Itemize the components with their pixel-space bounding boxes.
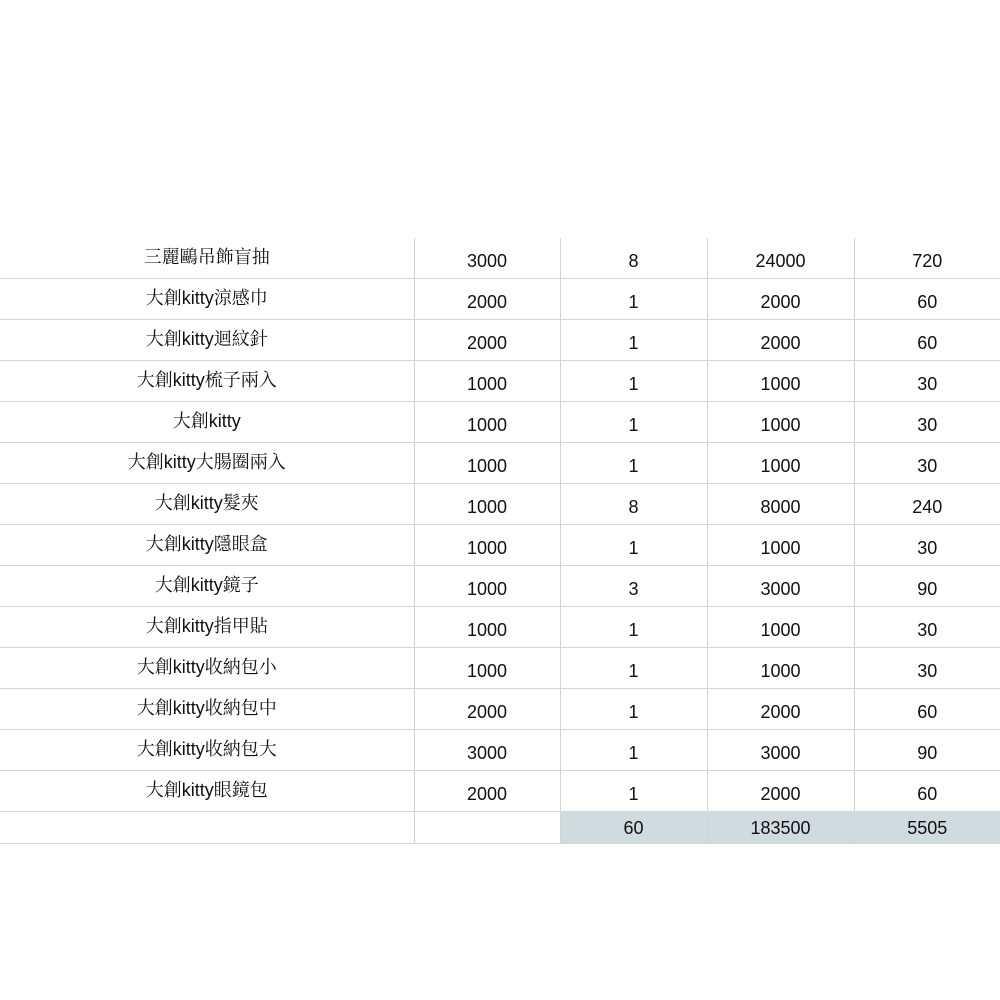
unit-price-cell[interactable]: 2000: [414, 279, 560, 320]
unit-price-cell[interactable]: 2000: [414, 689, 560, 730]
fee-cell[interactable]: 30: [854, 443, 1000, 484]
fee-cell[interactable]: 30: [854, 361, 1000, 402]
quantity-cell[interactable]: 1: [560, 648, 707, 689]
quantity-cell[interactable]: 1: [560, 279, 707, 320]
item-name-cell[interactable]: 大創kitty收納包大: [0, 730, 414, 771]
unit-price-cell[interactable]: 1000: [414, 484, 560, 525]
subtotal-cell[interactable]: 2000: [707, 689, 854, 730]
quantity-cell[interactable]: 1: [560, 689, 707, 730]
spreadsheet-table: [0, 238, 1000, 844]
item-name-cell[interactable]: 大創kitty: [0, 402, 414, 443]
subtotal-cell[interactable]: 1000: [707, 525, 854, 566]
unit-price-cell[interactable]: 1000: [414, 525, 560, 566]
table-row: [0, 443, 1000, 484]
item-name-cell[interactable]: 大創kitty指甲貼: [0, 607, 414, 648]
subtotal-cell[interactable]: 8000: [707, 484, 854, 525]
unit-price-cell[interactable]: 2000: [414, 320, 560, 361]
table-row: [0, 361, 1000, 402]
table-row: [0, 648, 1000, 689]
subtotal-cell[interactable]: 2000: [707, 279, 854, 320]
unit-price-cell[interactable]: 1000: [414, 361, 560, 402]
fee-cell[interactable]: 720: [854, 238, 1000, 279]
fee-cell[interactable]: 60: [854, 320, 1000, 361]
fee-cell[interactable]: 30: [854, 648, 1000, 689]
quantity-cell[interactable]: 1: [560, 402, 707, 443]
subtotal-cell[interactable]: 1000: [707, 402, 854, 443]
fee-cell[interactable]: 30: [854, 607, 1000, 648]
unit-price-cell[interactable]: 1000: [414, 566, 560, 607]
fee-cell[interactable]: 60: [854, 771, 1000, 812]
subtotal-cell[interactable]: 24000: [707, 238, 854, 279]
unit-price-cell[interactable]: 3000: [414, 238, 560, 279]
fee-cell[interactable]: 90: [854, 566, 1000, 607]
item-name-cell[interactable]: 大創kitty收納包小: [0, 648, 414, 689]
fee-cell[interactable]: 60: [854, 279, 1000, 320]
table-row: [0, 238, 1000, 279]
unit-price-cell[interactable]: 1000: [414, 648, 560, 689]
fee-cell[interactable]: 90: [854, 730, 1000, 771]
subtotal-cell[interactable]: 3000: [707, 566, 854, 607]
subtotal-cell[interactable]: 1000: [707, 361, 854, 402]
unit-price-cell[interactable]: 2000: [414, 771, 560, 812]
item-name-cell[interactable]: 三麗鷗吊飾盲抽: [0, 238, 414, 279]
table-row: [0, 566, 1000, 607]
item-name-cell[interactable]: 大創kitty隱眼盒: [0, 525, 414, 566]
total-subtotal-cell[interactable]: 183500: [707, 812, 854, 844]
item-name-cell[interactable]: 大創kitty髮夾: [0, 484, 414, 525]
unit-price-cell[interactable]: 1000: [414, 443, 560, 484]
table-row: [0, 484, 1000, 525]
subtotal-cell[interactable]: 2000: [707, 320, 854, 361]
subtotal-cell[interactable]: 1000: [707, 443, 854, 484]
item-name-cell[interactable]: 大創kitty迴紋針: [0, 320, 414, 361]
unit-price-cell[interactable]: 1000: [414, 402, 560, 443]
item-name-cell[interactable]: 大創kitty眼鏡包: [0, 771, 414, 812]
quantity-cell[interactable]: 1: [560, 443, 707, 484]
table-row: [0, 689, 1000, 730]
table-row: [0, 525, 1000, 566]
quantity-cell[interactable]: 8: [560, 484, 707, 525]
table-row: [0, 320, 1000, 361]
table-row: [0, 279, 1000, 320]
total-fee-cell[interactable]: 5505: [854, 812, 1000, 844]
fee-cell[interactable]: 240: [854, 484, 1000, 525]
quantity-cell[interactable]: 8: [560, 238, 707, 279]
quantity-cell[interactable]: 3: [560, 566, 707, 607]
quantity-cell[interactable]: 1: [560, 525, 707, 566]
quantity-cell[interactable]: 1: [560, 730, 707, 771]
quantity-cell[interactable]: 1: [560, 771, 707, 812]
fee-cell[interactable]: 30: [854, 402, 1000, 443]
item-name-cell[interactable]: 大創kitty梳子兩入: [0, 361, 414, 402]
subtotal-cell[interactable]: 1000: [707, 607, 854, 648]
item-name-cell[interactable]: 大創kitty涼感巾: [0, 279, 414, 320]
unit-price-cell[interactable]: 1000: [414, 607, 560, 648]
table-row: [0, 771, 1000, 812]
item-name-cell[interactable]: 大創kitty鏡子: [0, 566, 414, 607]
total-quantity-cell[interactable]: 60: [560, 812, 707, 844]
table-row: [0, 730, 1000, 771]
subtotal-cell[interactable]: 3000: [707, 730, 854, 771]
table-row: [0, 402, 1000, 443]
subtotal-cell[interactable]: 1000: [707, 648, 854, 689]
fee-cell[interactable]: 30: [854, 525, 1000, 566]
item-name-cell[interactable]: 大創kitty收納包中: [0, 689, 414, 730]
spreadsheet-body: [0, 238, 1000, 844]
unit-price-cell[interactable]: 3000: [414, 730, 560, 771]
empty-price-cell[interactable]: [414, 812, 560, 844]
item-name-cell[interactable]: 大創kitty大腸圈兩入: [0, 443, 414, 484]
empty-label-cell[interactable]: [0, 812, 414, 844]
quantity-cell[interactable]: 1: [560, 607, 707, 648]
subtotal-cell[interactable]: 2000: [707, 771, 854, 812]
quantity-cell[interactable]: 1: [560, 361, 707, 402]
table-row: [0, 607, 1000, 648]
quantity-cell[interactable]: 1: [560, 320, 707, 361]
fee-cell[interactable]: 60: [854, 689, 1000, 730]
totals-row: [0, 812, 1000, 844]
